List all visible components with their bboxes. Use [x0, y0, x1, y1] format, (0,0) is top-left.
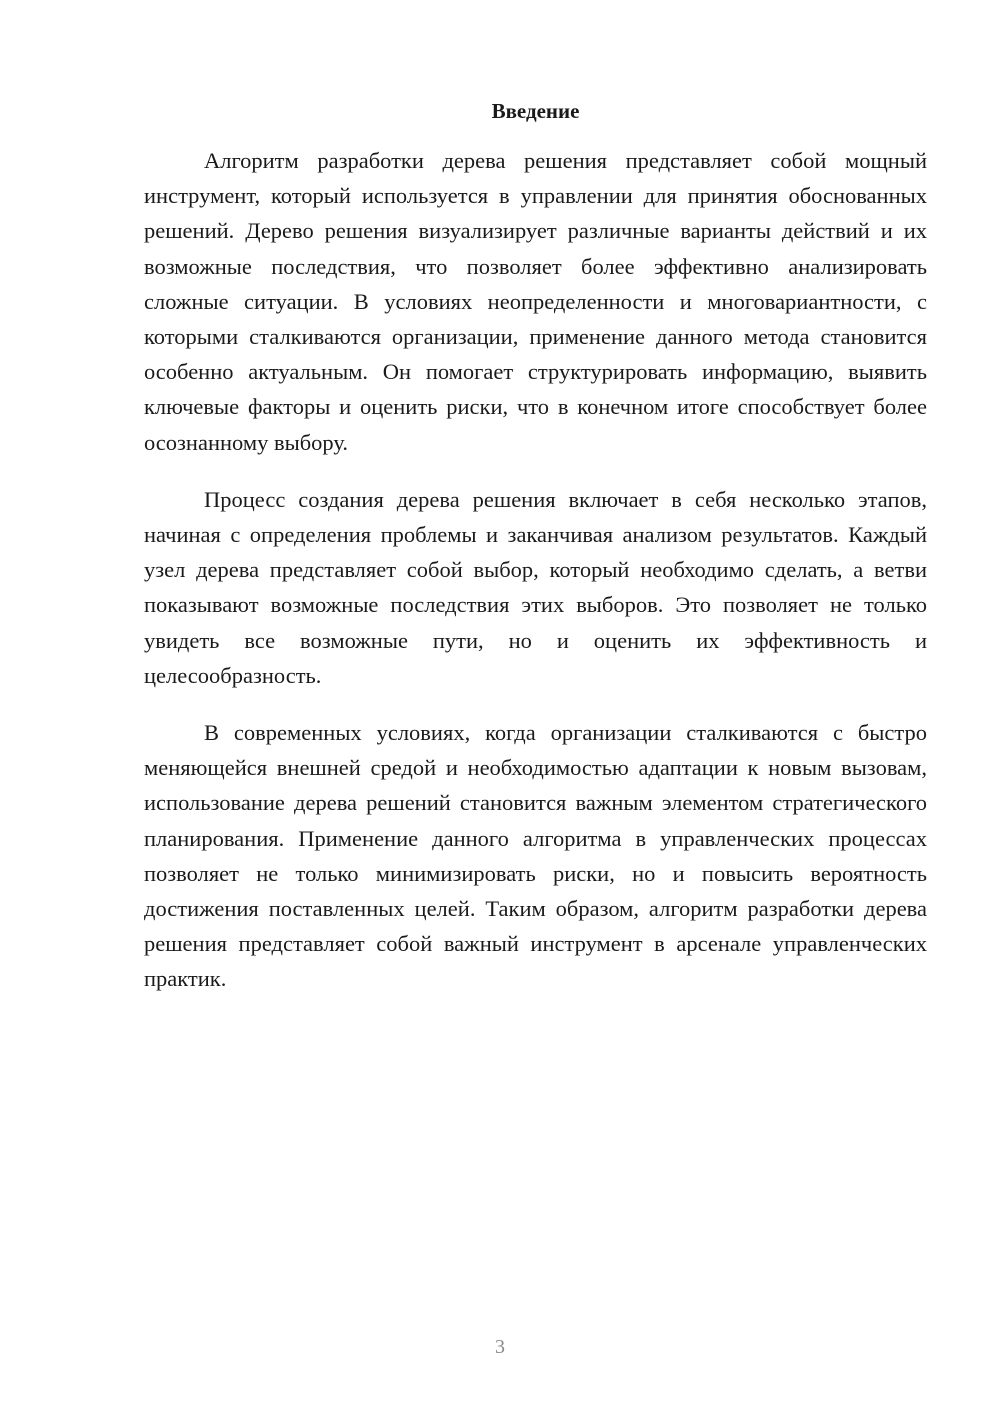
page-number: 3	[495, 1336, 505, 1358]
paragraph-3: В современных условиях, когда организации сталкиваются с быстро меняющейся внешней средой и необходимостью адаптации к новым вызовам, использование дерева решений становится важным элементом стратегического планирования. Применение данного алгоритма в управленческих процессах позволяет не только минимизировать риски, но и повысить вероятность достижения поставленных целей. Таким образом, алгоритм разработки дерева решения представляет собой важный инструмент в арсенале управленческих практик.	[144, 720, 927, 992]
paragraph-1: Алгоритм разработки дерева решения представляет собой мощный инструмент, который используется в управлении для принятия обоснованных решений. Дерево решения визуализирует различные варианты действий и их возможные последствия, что позволяет более эффективно анализировать сложные ситуации. В условиях неопределенности и многовариантности, с которыми сталкиваются организации, применение данного метода становится особенно актуальным. Он помогает структурировать информацию, выявить ключевые факторы и оценить риски, что в конечном итоге способствует более осознанному выбору.	[144, 148, 927, 455]
paragraph-2: Процесс создания дерева решения включает в себя несколько этапов, начиная с определения проблемы и заканчивая анализом результатов. Каждый узел дерева представляет собой выбор, который необходимо сделать, а ветви показывают возможные последствия этих выборов. Это позволяет не только увидеть все возможные пути, но и оценить их эффективность и целесообразность.	[144, 486, 927, 688]
section-heading: Введение	[491, 99, 580, 123]
body-text	[144, 143, 927, 1019]
